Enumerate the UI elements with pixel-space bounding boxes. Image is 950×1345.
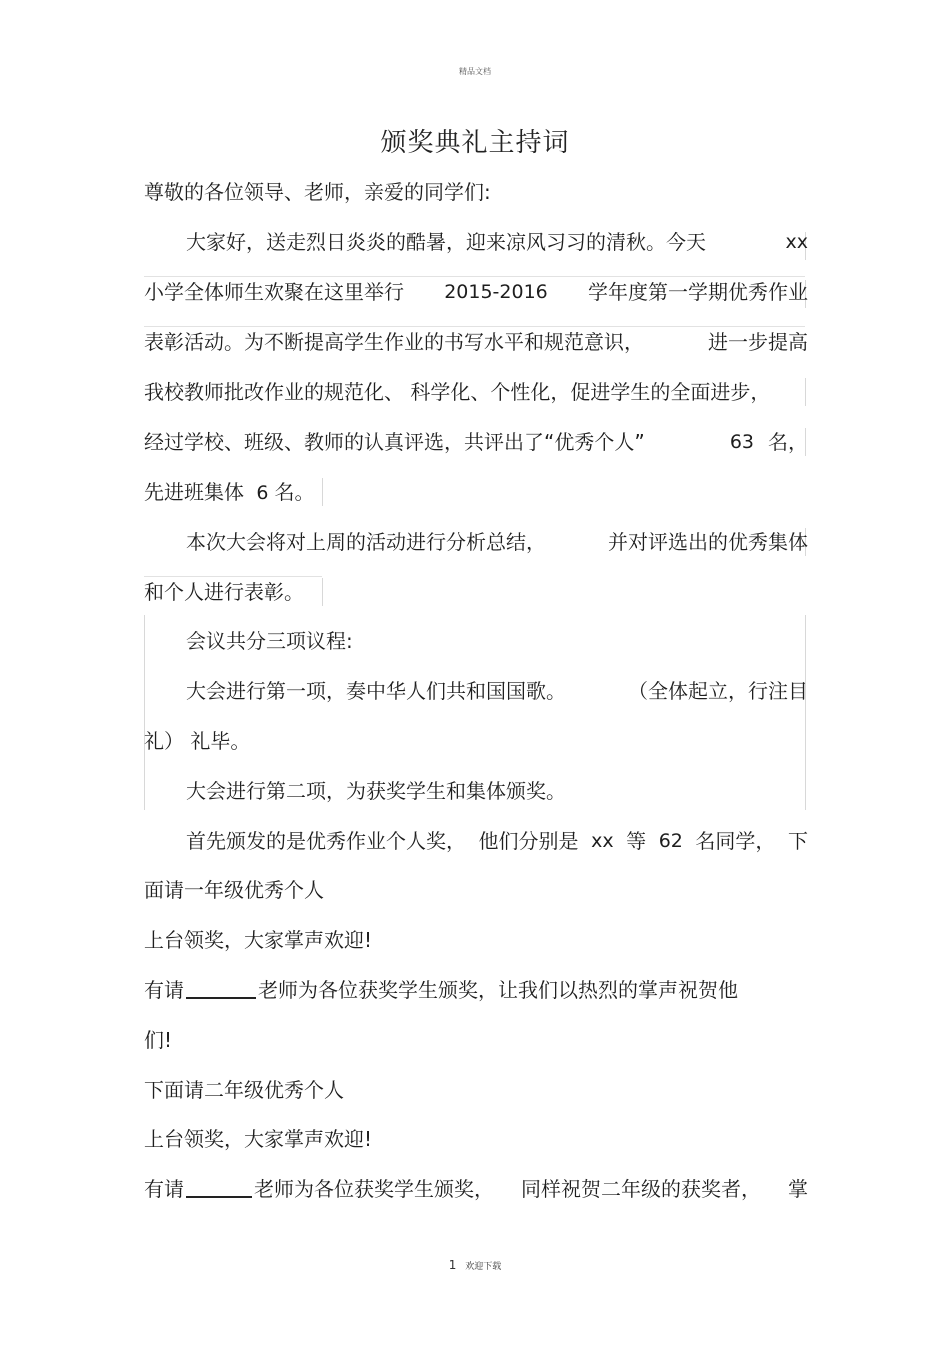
text-run: 名同学， xyxy=(695,829,776,853)
paragraph-line xyxy=(144,1175,808,1203)
scan-rule xyxy=(144,276,805,277)
fill-in-blank xyxy=(186,1176,252,1198)
text-run: 有请 xyxy=(144,978,184,1002)
paragraph-line xyxy=(144,428,808,456)
fill-in-blank xyxy=(186,977,256,999)
text-run: 名。 xyxy=(274,480,315,504)
text-run: 首先颁发的是优秀作业个人奖， xyxy=(186,829,466,853)
text-run: 6 xyxy=(256,482,269,504)
paragraph-line xyxy=(144,328,808,356)
text-run: （全体起立，行注目 xyxy=(628,679,808,703)
page-footer xyxy=(0,1258,950,1272)
document-title: 颁奖典礼主持词 xyxy=(380,128,570,158)
paragraph-line: 和个人进行表彰。 xyxy=(144,580,304,604)
page-number: 1 xyxy=(448,1258,457,1272)
footer-note: 欢迎下载 xyxy=(465,1262,502,1272)
text-run: 63 xyxy=(729,431,754,453)
text-run: 大会进行第一项，奏中华人们共和国国歌。 xyxy=(186,679,566,703)
paragraph-line xyxy=(144,478,808,507)
text-run: 老师为各位获奖学生颁奖， xyxy=(254,1177,494,1201)
text-run: 本次大会将对上周的活动进行分析总结， xyxy=(186,530,546,554)
paragraph-line: 会议共分三项议程: xyxy=(186,629,353,653)
paragraph-line xyxy=(144,228,808,256)
paragraph-line: 面请一年级优秀个人 xyxy=(144,878,324,902)
text-run: 同样祝贺二年级的获奖者， xyxy=(521,1177,761,1201)
text-run: 老师为各位获奖学生颁奖，让我们以热烈的掌声祝贺他 xyxy=(258,978,738,1002)
header-note: 精品文档 xyxy=(459,67,491,76)
paragraph-line: 上台领奖，大家掌声欢迎! xyxy=(144,928,373,952)
text-run: 表彰活动。为不断提高学生作业的书写水平和规范意识， xyxy=(144,330,644,354)
paragraph-line: 们! xyxy=(144,1028,173,1052)
text-run: 进一步提高 xyxy=(708,330,808,354)
paragraph-line xyxy=(144,976,808,1004)
text-run: 名， xyxy=(768,430,808,454)
text-run: 掌 xyxy=(788,1177,808,1201)
text-run: 2015-2016 xyxy=(444,281,548,303)
paragraph-line: 下面请二年级优秀个人 xyxy=(144,1078,344,1102)
text-run: 学年度第一学期优秀作业 xyxy=(587,280,808,304)
text-run: xx xyxy=(785,231,808,253)
text-run: 小学全体师生欢聚在这里举行 xyxy=(144,280,404,304)
text-run: 62 xyxy=(658,830,683,852)
text-run: 有请 xyxy=(144,1177,184,1201)
paragraph-line: 大会进行第二项，为获奖学生和集体颁奖。 xyxy=(186,779,566,803)
text-run: xx xyxy=(591,830,614,852)
text-run: 先进班集体 xyxy=(144,480,244,504)
text-run: 等 xyxy=(626,829,647,853)
text-run: 大家好，送走烈日炎炎的酷暑，迎来凉风习习的清秋。今天 xyxy=(186,230,706,254)
text-run: 他们分别是 xyxy=(478,829,579,853)
salutation: 尊敬的各位领导、老师，亲爱的同学们: xyxy=(144,180,491,204)
scan-rule xyxy=(144,326,805,327)
text-run: 经过学校、班级、教师的认真评选，共评出了“优秀个人” xyxy=(144,430,645,454)
text-run: 下 xyxy=(787,829,808,853)
paragraph-line: 礼） 礼毕。 xyxy=(144,729,251,753)
paragraph-line: 上台领奖，大家掌声欢迎! xyxy=(144,1127,373,1151)
paragraph-line xyxy=(144,827,808,855)
paragraph-line: 我校教师批改作业的规范化、 科学化、个性化，促进学生的全面进步， xyxy=(144,380,771,404)
paragraph-line xyxy=(144,278,808,306)
scan-rule xyxy=(144,576,322,577)
paragraph-line xyxy=(144,528,808,556)
text-run: 并对评选出的优秀集体 xyxy=(608,530,808,554)
text-group xyxy=(144,1175,494,1203)
text-group xyxy=(730,428,808,456)
paragraph-line xyxy=(144,677,808,705)
